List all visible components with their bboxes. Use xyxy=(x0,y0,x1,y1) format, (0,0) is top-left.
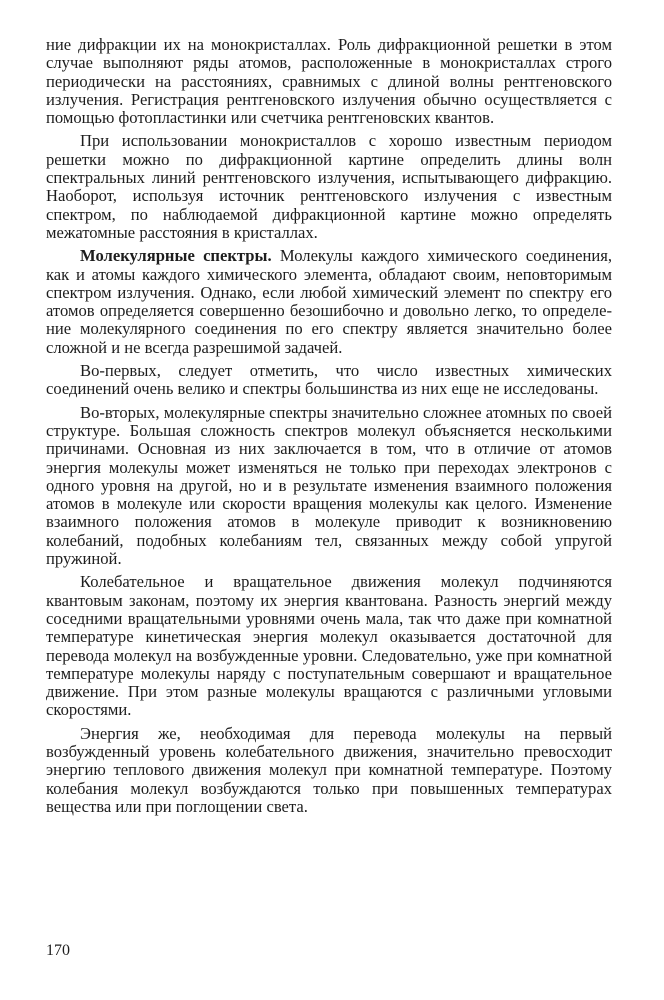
paragraph-continuation: ние дифракции их на монокристаллах. Роль дифракционной решетки в этом случае выполняют ряды атомов, расположенные в монокристаллах строго периодически на расстояниях, сравнимых с длиной волны рентгеновского излучения. Регистрация рентгеновского излучения обычно осуществляется с помощью фотопластинки или счетчика рентгеновских квантов. xyxy=(46,35,612,128)
paragraph-molecular-spectra xyxy=(46,247,612,357)
paragraph: Во-первых, следует отметить, что число известных химических соединений очень велико и спектры большинства из них еще не исследованы. xyxy=(46,361,612,399)
paragraph: Во-вторых, молекулярные спектры значительно сложнее атомных по своей структуре. Большая сложность спектров молекул объясняется несколькими причинами. Основная из них заключается в том, что в отличие от атомов энергия молекулы может изменяться не только при переходах электронов с одного уровня на другой, но и в результате изменения взаимного положения атомов в молекуле или скорости вращения молекулы как целого. Изменение взаимного положения атомов в молекуле приводит к возникновению колебаний, подобных колебаниям тел, связанных между собой упругой пружиной. xyxy=(46,402,612,569)
paragraph-text: Молекулы каждого химического соединения, как и атомы каждого химического элемента, обладают своим, неповторимым спектром излучения. Однако, если любой химический элемент по спектру его атомов определяется совершенно безошибочно и довольно легко, то определение молекулярного соединения по его спектру является значительно более сложной и не всегда разрешимой задачей. xyxy=(46,246,612,357)
paragraph: Колебательное и вращательное движения молекул подчиняются квантовым законам, поэтому их энергия квантована. Разность энергий между соседними вращательными уровнями очень мала, так что даже при комнатной температуре кинетическая энергия молекул оказывается достаточной для перевода молекул на возбужденные уровни. Следовательно, уже при комнатной температуре молекулы наряду с поступательным совершают и вращательное движение. При этом разные молекулы вращаются с различными угловыми скоростями. xyxy=(46,572,612,720)
paragraph: При использовании монокристаллов с хорошо известным периодом решетки можно по дифракционной картине определить длины волн спектральных линий рентгеновского излучения, испытывающего дифракцию. Наоборот, используя источник рентгеновского излучения с известным спектром, по наблюдаемой дифракционной картине можно определять межатомные расстояния в кристаллах. xyxy=(46,131,612,242)
page-number: 170 xyxy=(46,942,70,959)
paragraph: Энергия же, необходимая для перевода молекулы на первый возбужденный уровень колебательного движения, значительно превосходит энергию теплового движения молекул при комнатной температуре. Поэтому колебания молекул возбуждаются только при повышенных температурах вещества или при поглощении света. xyxy=(46,723,612,816)
page-body xyxy=(46,36,612,821)
section-heading: Молекулярные спектры. xyxy=(80,246,272,266)
